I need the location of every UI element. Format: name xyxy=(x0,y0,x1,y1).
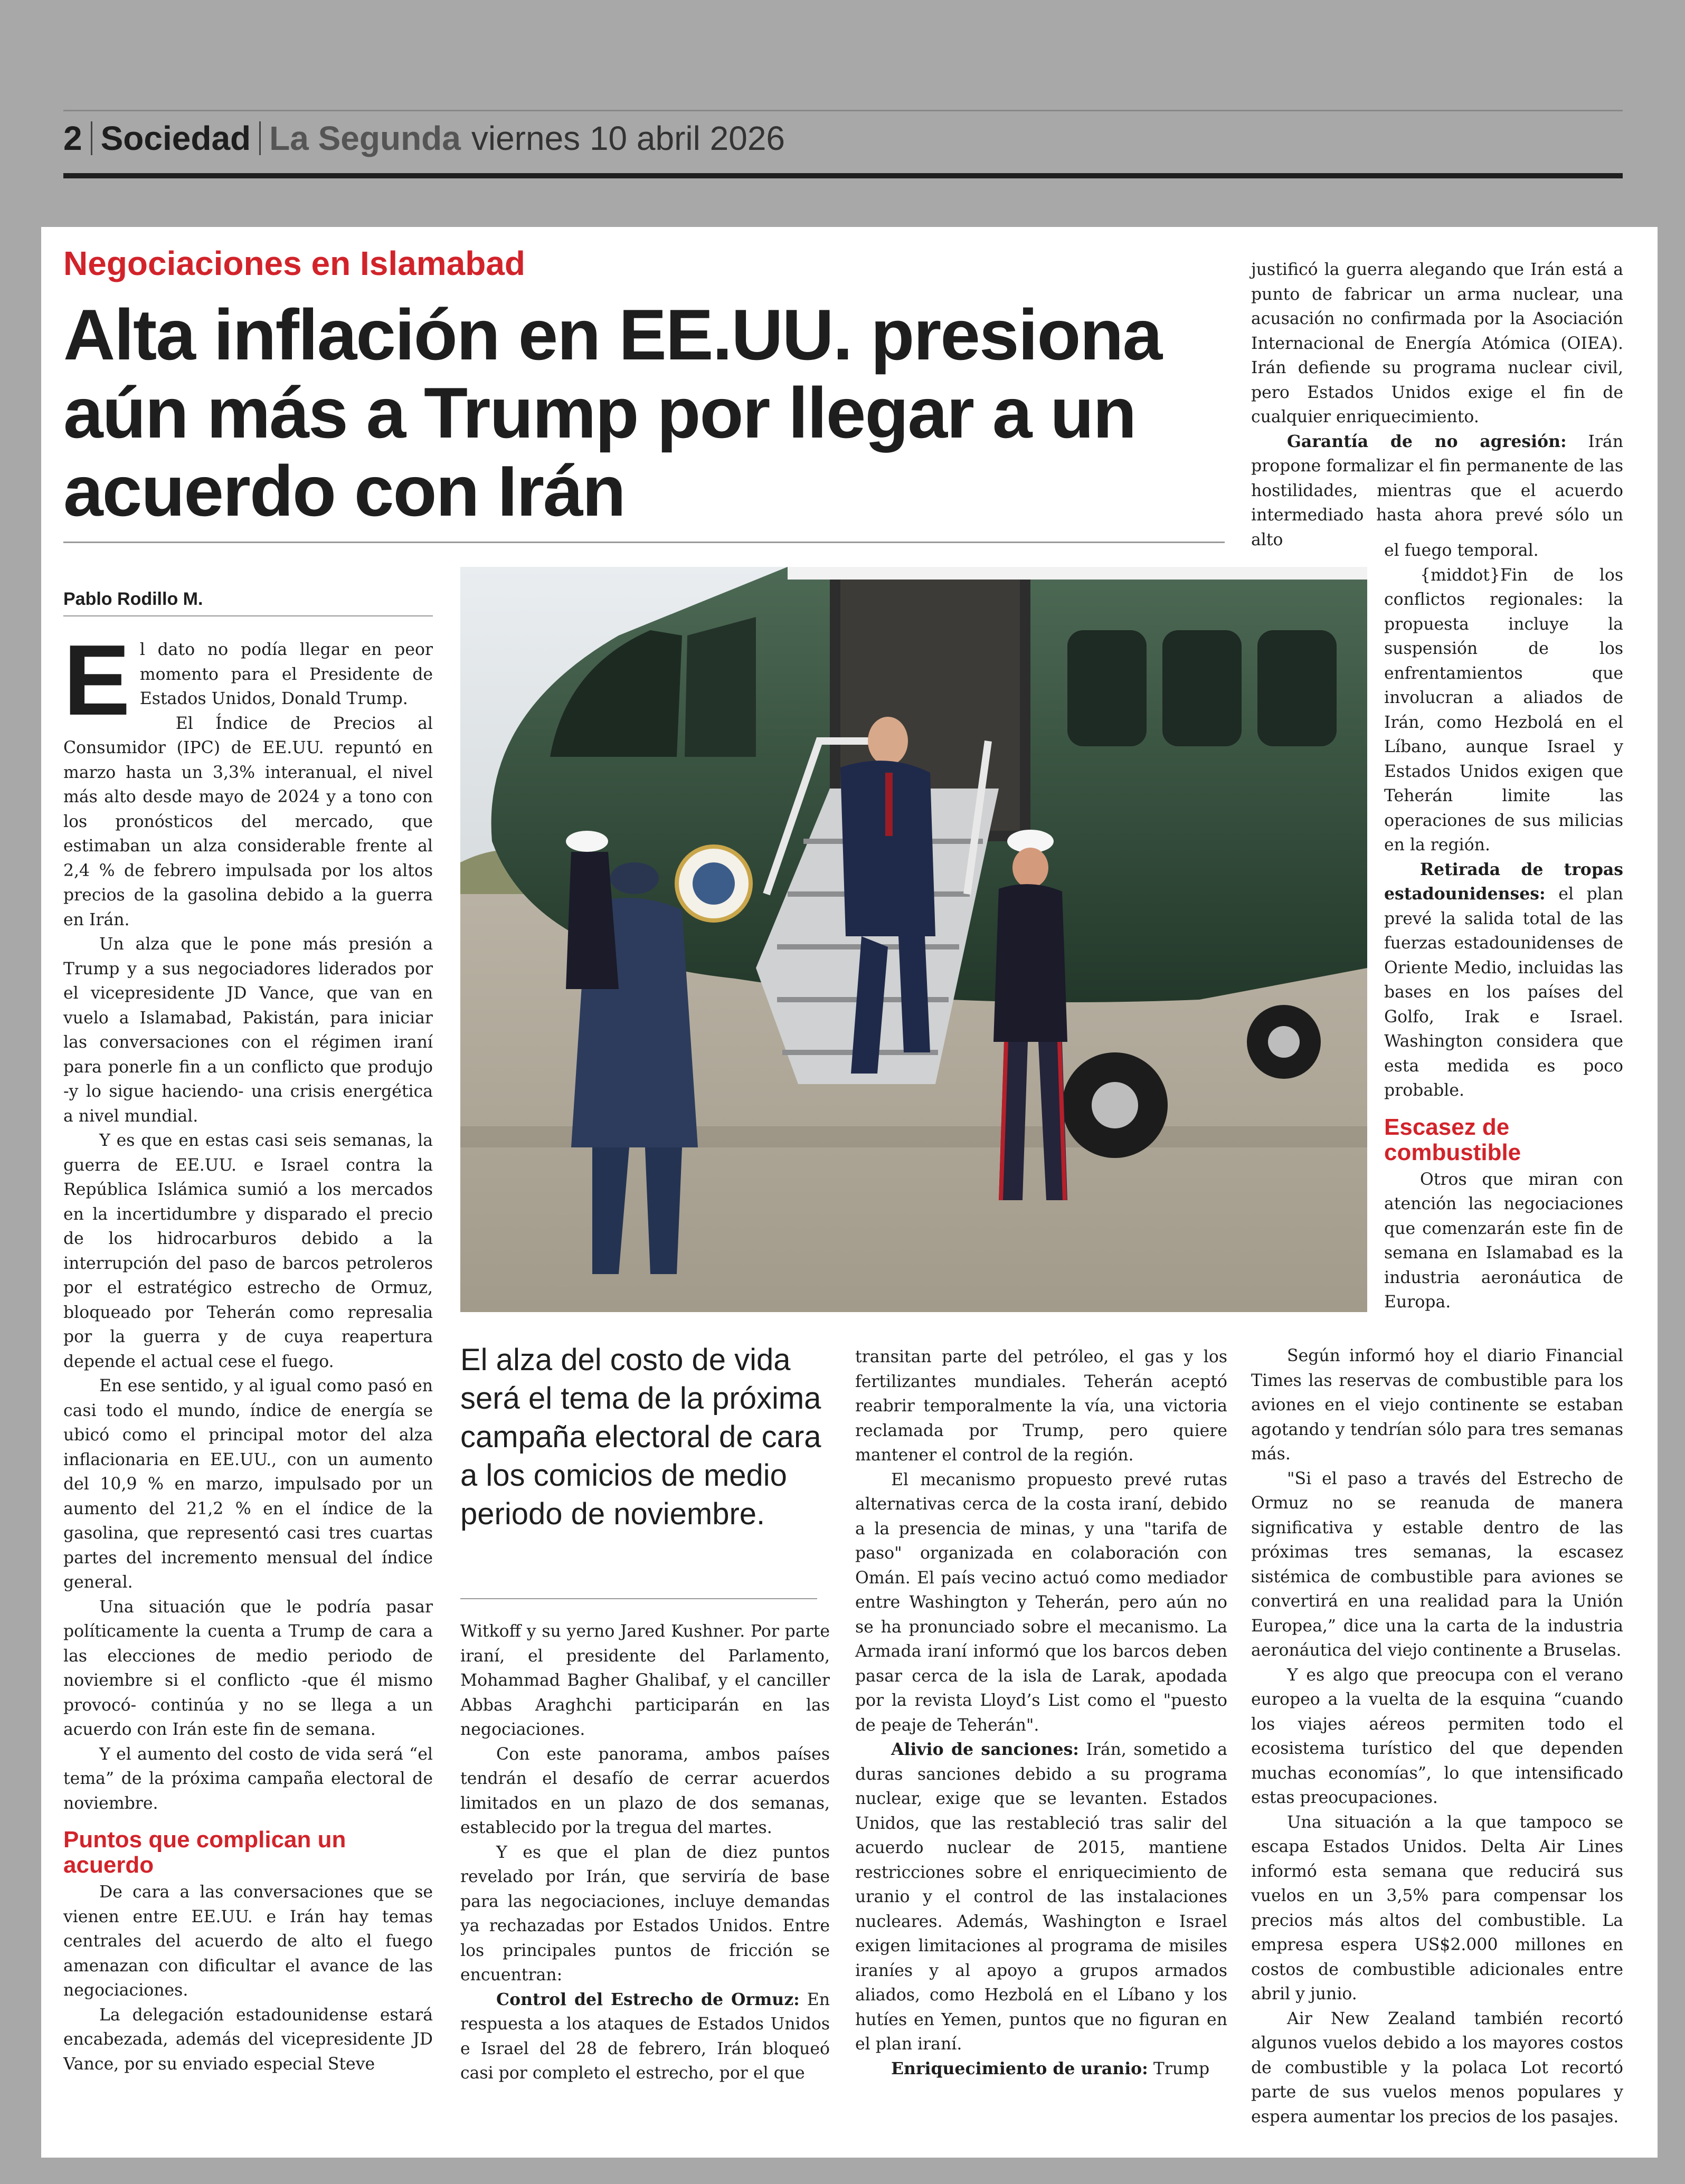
article-paragraph: Y es que el plan de diez puntos revelado por Irán, que serviría de base para las negociaciones, incluye demandas ya rechazadas por Estados Unidos. Entre los principales puntos de fricción se encuentran: xyxy=(460,1843,830,1984)
article-paragraph: De cara a las conversaciones que se vienen entre EE.UU. e Irán hay temas centrales del acuerdo de alto el fuego amenazan con dificultar el avance de las negociaciones. xyxy=(63,1883,433,2000)
article-paragraph: Alivio de sanciones: Irán, sometido a duras sanciones debido a su programa nuclear, exige que se levanten. Estados Unidos, que las restableció tras salir del acuerdo nuclear de 2015, mantiene restricciones sobre el enriquecimiento de uranio y el control de las instalaciones nucleares. Además, Washington e Israel exigen limitaciones al programa de misiles iraníes y al apoyo a grupos armados aliados, como Hezbolá en el Líbano y los hutíes en Yemen, puntos que no figuran en el plan iraní. xyxy=(855,1740,1227,2054)
headline-rule xyxy=(63,542,1225,543)
article-paragraph: Retirada de tropas estadounidenses: el plan prevé la salida total de las fuerzas estadounidenses de Oriente Medio, incluidas las bases en los países del Golfo, Irak e Israel. Washington considera que esta medida es poco probable. xyxy=(1384,859,1623,1100)
article-paragraph: Otros que miran con atención las negociaciones que comenzarán este fin de semana en Islamabad es la industria aeronáutica de Europa. xyxy=(1384,1170,1623,1312)
page-number: 2 xyxy=(63,121,92,155)
article-paragraph: Y es algo que preocupa con el verano europeo a la vuelta de la esquina “cuando los viajes aéreos permiten todo el ecosistema turístico del que dependen muchas economías”, lo que intensificado estas preocupaciones. xyxy=(1251,1665,1623,1807)
byline: Pablo Rodillo M. xyxy=(63,589,203,609)
article-paragraph: transitan parte del petróleo, el gas y los fertilizantes mundiales. Teherán aceptó reabrir temporalmente la vía, una victoria reclamada por Trump, pero quiere mantener el control de la región. xyxy=(855,1347,1227,1465)
byline-rule xyxy=(63,615,433,616)
article-paragraph: "Si el paso a través del Estrecho de Ormuz no se reanuda de manera significativa y estable dentro de las próximas tres semanas, la escasez sistémica de combustible para aviones se convertirá en una realidad para la Unión Europea,” dice una la carta de la industria aeronáutica del viejo continente a Bruselas. xyxy=(1251,1469,1623,1660)
article-paragraph: El mecanismo propuesto prevé rutas alternativas cerca de la costa iraní, debido a la presencia de minas, y una "tarifa de paso" organizada en colaboración con Omán. El país vecino actuó como mediador entre Washington y Teherán, pero aún no se ha pronunciado sobre el mecanismo. La Armada iraní informó que los barcos deben pasar cerca de la isla de Larak, apodada por la revista Lloyd’s List como el "puesto de peaje de Teherán". xyxy=(855,1470,1227,1735)
article-paragraph: {middot}Fin de los conflictos regionales: la propuesta incluye la suspensión de los enfrentamientos que involucran a aliados de Irán, como Hezbolá en el Líbano, aunque Israel y Estados Unidos exigen que Teherán limite las operaciones de sus milicias en la región. xyxy=(1384,565,1623,854)
pull-quote-rule xyxy=(460,1598,817,1599)
page-header xyxy=(63,117,785,159)
article-paragraph: Según informó hoy el diario Financial Times las reservas de combustible para los aviones en el viejo continente se estaban agotando y tendrían sólo para tres semanas más. xyxy=(1251,1346,1623,1464)
article-column-3 xyxy=(855,1345,1227,2081)
article-column-4-narrow xyxy=(1384,538,1623,1315)
article-paragraph: El Índice de Precios al Consumidor (IPC) de EE.UU. repuntó en marzo hasta un 3,3% interanual, el nivel más alto desde mayo de 2024 y a tono con los pronósticos del mercado, que estimaban un alza considerable frente al 2,4 % de febrero impulsada por los altos precios de la gasolina debido a la guerra en Irán. xyxy=(63,714,433,929)
publication-name: La Segunda xyxy=(269,119,461,157)
pull-quote: El alza del costo de vida será el tema de la próxima campaña electoral de cara a los comicios de medio periodo de noviembre. xyxy=(460,1343,821,1531)
article-column-4-bottom xyxy=(1251,1344,1623,2129)
article-paragraph: Control del Estrecho de Ormuz: En respuesta a los ataques de Estados Unidos e Israel del 28 de febrero, Irán bloqueó casi por completo el estrecho, por el que xyxy=(460,1989,830,2083)
article-paragraph: La delegación estadounidense estará encabezada, además del vicepresidente JD Vance, por su enviado especial Steve xyxy=(63,2005,433,2074)
article-column-1 xyxy=(63,624,433,2076)
header-top-rule xyxy=(63,110,1623,111)
article-paragraph: Con este panorama, ambos países tendrán el desafío de cerrar acuerdos limitados en un plazo de dos semanas, establecido por la tregua del martes. xyxy=(460,1744,830,1837)
article-paragraph: el fuego temporal. xyxy=(1384,541,1539,560)
article-paragraph: Una situación a la que tampoco se escapa Estados Unidos. Delta Air Lines informó esta semana que reducirá sus vuelos en un 3,5% para compensar los precios más altos del combustible. La empresa espera US$2.000 millones en costos de combustible adicionales entre abril y junio. xyxy=(1251,1812,1623,2003)
article-paragraph: El dato no podía llegar en peor momento para el Presidente de Estados Unidos, Donald Trump. xyxy=(63,624,433,736)
article-paragraph: Un alza que le pone más presión a Trump y a sus negociadores liderados por el vicepresidente JD Vance, que van en vuelo a Islamabad, Pakistán, para iniciar las conversaciones con el régimen iraní para ponerle fin a un conflicto que produjo -y lo sigue haciendo- una crisis energética a nivel mundial. xyxy=(63,935,433,1126)
article-paragraph: Witkoff y su yerno Jared Kushner. Por parte iraní, el presidente del Parlamento, Mohammad Bagher Ghalibaf, y el canciller Abbas Araghchi participarán en las negociaciones. xyxy=(460,1622,830,1739)
article-kicker: Negociaciones en Islamabad xyxy=(63,244,525,282)
article-paragraph: justificó la guerra alegando que Irán está a punto de fabricar un arma nuclear, una acusación no confirmada por la Asociación Internacional de Energía Atómica (OIEA). Irán defiende su programa nuclear civil, pero Estados Unidos exige el fin de cualquier enriquecimiento. xyxy=(1251,260,1623,426)
article-paragraph: Garantía de no agresión: Irán propone formalizar el fin permanente de las hostilidades, mientras que el acuerdo intermediado hasta ahora prevé sólo un alto xyxy=(1251,431,1623,549)
subheading-puntos: Puntos que complican un acuerdo xyxy=(63,1827,346,1878)
article-column-2 xyxy=(460,1619,830,2086)
drop-cap: E xyxy=(63,624,130,736)
header-rule xyxy=(63,173,1623,178)
article-paragraph: Enriquecimiento de uranio: Trump xyxy=(891,2058,1210,2078)
article-column-4-top xyxy=(1251,258,1623,552)
article-paragraph: Una situación que le podría pasar políticamente la cuenta a Trump de cara a las elecciones de medio periodo de noviembre si el conflicto -que él mismo provocó- continúa y no se llega a un acuerdo con Irán este fin de semana. xyxy=(63,1597,433,1739)
issue-date: viernes 10 abril 2026 xyxy=(471,119,785,157)
article-paragraph: Air New Zealand también recortó algunos vuelos debido a los mayores costos de combustible y la polaca Lot recortó parte de sus vuelos menos populares y espera aumentar los precios de los pasajes. xyxy=(1251,2009,1623,2126)
article-paragraph: Y el aumento del costo de vida será “el tema” de la próxima campaña electoral de noviembre. xyxy=(63,1744,433,1813)
article-headline: Alta inflación en EE.UU. presiona aún más a Trump por llegar a un acuerdo con Irán xyxy=(63,295,1162,531)
section-name: Sociedad xyxy=(92,121,261,155)
news-photo-helicopter xyxy=(460,567,1367,1312)
subheading-escasez: Escasez de combustible xyxy=(1384,1114,1521,1165)
article-paragraph: Y es que en estas casi seis semanas, la guerra de EE.UU. e Israel contra la República Islámica sumió a los mercados en la incertidumbre y disparado el precio de los hidrocarburos debido a la interrupción del paso de barcos petroleros por el estratégico estrecho de Ormuz, bloqueado por Teherán como represalia por la guerra y de cuya reapertura depende el actual cese el fuego. xyxy=(63,1131,433,1371)
article-paragraph: En ese sentido, y al igual como pasó en casi todo el mundo, índice de energía se ubicó como el principal motor del alza inflacionaria en EE.UU., con un aumento del 10,9 % en marzo, impulsado por un aumento del 21,2 % en el índice de la gasolina, que representó casi tres cuartas partes del incremento mensual del índice general. xyxy=(63,1376,433,1592)
